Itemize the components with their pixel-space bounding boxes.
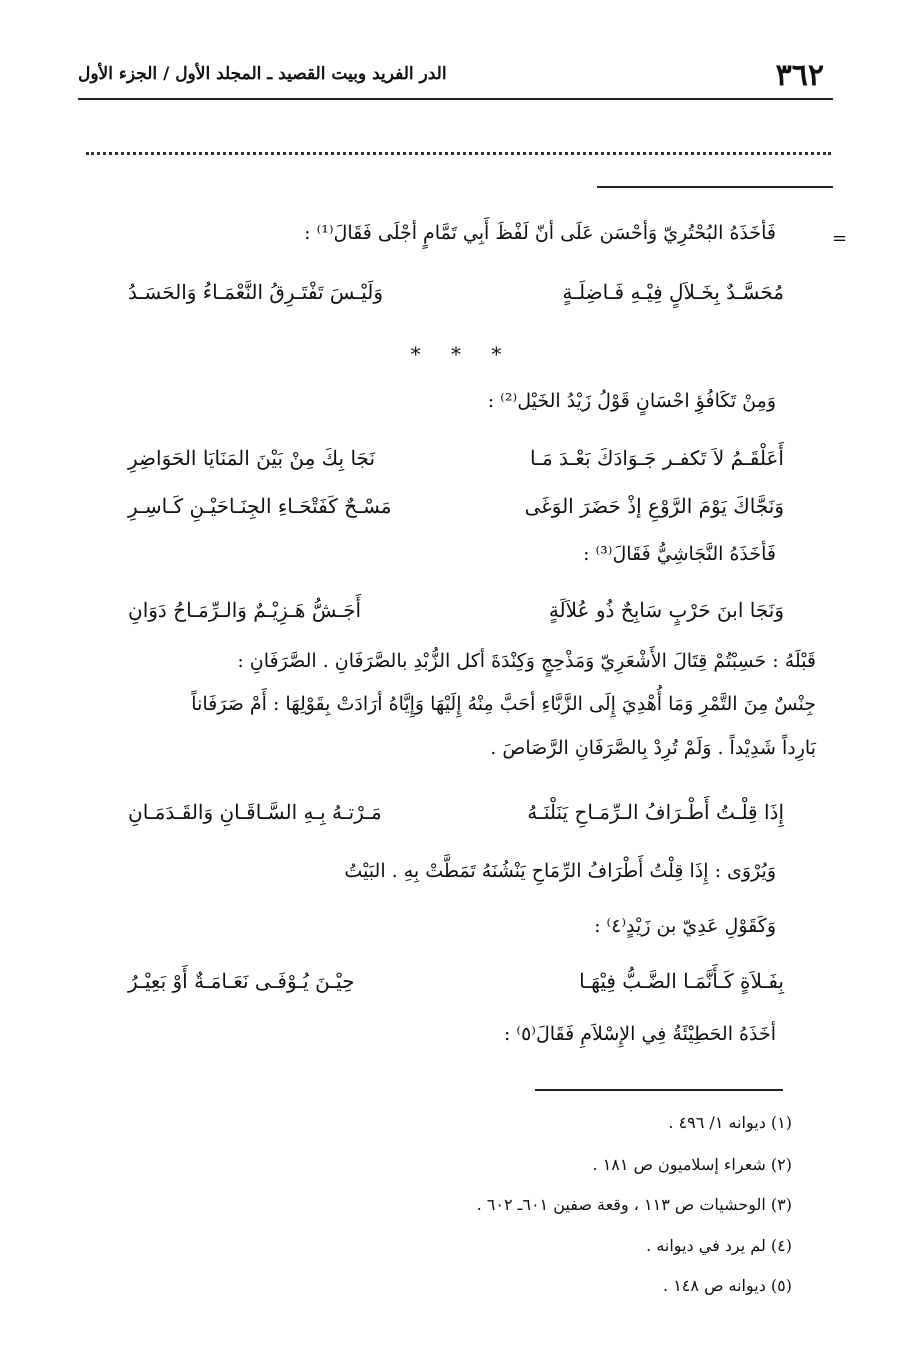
verse-first-hemistich: وَنَجَّاكَ يَوْمَ الرَّوْعِ إذْ حَضَرَ الوَغَى bbox=[524, 494, 784, 518]
footnote: (٤) لم يرد في ديوانه . bbox=[646, 1236, 792, 1255]
section-separator: * * * bbox=[410, 342, 514, 366]
verse-first-hemistich: أَعَلْقَـمُ لاَ تَكفـر جَـوَادَكَ بَعْـدَ مَـا bbox=[530, 446, 784, 470]
footnote: (٢) شعراء إسلاميون ص ١٨١ . bbox=[592, 1155, 792, 1174]
header-rule bbox=[78, 98, 833, 100]
verse-line bbox=[128, 800, 784, 824]
verse-line bbox=[128, 494, 784, 518]
text-line: فَأخَذَهُ النَّجَاشِيُّ فَقَالَ⁽³⁾ : bbox=[583, 543, 776, 565]
prose-line: قَبْلَهُ : حَسِبْتُمْ قِتَالَ الأَشْعَرِيّ وَمَذْحِجٍ وَكِنْدَةَ أكل الزُّبْدِ بالصَّرَفَانِ . الصَّرَفَانِ : bbox=[237, 650, 816, 672]
verse-first-hemistich: مُحَسَّـدٌ بِخَـلاَلٍ فِيْـهِ فَـاضِلَـةٍ bbox=[562, 280, 784, 304]
verse-line bbox=[128, 446, 784, 470]
prose-line: بَارِداً شَدِيْداً . وَلَمْ تُرِدْ بِالصَّرَفَانِ الرَّصَاصَ . bbox=[490, 737, 816, 759]
text-line: وَمِنْ تَكَافُؤِ احْسَانٍ قَوْلُ زَيْدُ الخَيْل⁽²⁾ : bbox=[487, 390, 776, 412]
text-line: وَيُرْوَى : إِذَا قِلْتُ أَطْرَافُ الرِّمَاحِ يَنْشُنَهُ تَمَطَّتْ بِهِ . البَيْتُ bbox=[344, 860, 776, 882]
verse-second-hemistich: وَلَيْـسَ تَفْتَـرِقُ النَّعْمَـاءُ وَالحَسَـدُ bbox=[128, 280, 384, 304]
footnote: (٣) الوحشيات ص ١١٣ ، وقعة صفين ٦٠١ـ ٦٠٢ . bbox=[476, 1195, 792, 1214]
text-line: وَكَقَوْلِ عَدِيّ بن زَيْدٍ⁽٤⁾ : bbox=[594, 915, 776, 937]
dotted-divider bbox=[86, 152, 831, 155]
verse-second-hemistich: نَجَا بِكَ مِنْ بَيْنَ المَنَايَا الحَوَاضِرِ bbox=[128, 446, 376, 470]
text-line: فَأخَذَهُ البُحْتُرِيّ وَأحْسَن عَلَى أنّ لَفْظَ أَبِي تَمَّامٍ أجْلَى فَقَالَ⁽¹⁾ : bbox=[304, 222, 776, 244]
verse-line bbox=[128, 598, 784, 622]
verse-second-hemistich: أَجَـشُّ هَـزِيْـمٌ وَالـرِّمَـاحُ دَوَانِ bbox=[128, 598, 362, 622]
verse-first-hemistich: إِذَا قِلْـتُ أَطْـرَافُ الـرِّمَـاحِ يَنَلْنَـهُ bbox=[527, 800, 784, 824]
continuation-mark: = bbox=[832, 228, 848, 249]
verse-line bbox=[128, 280, 784, 304]
footnote: (١) ديوانه ١/ ٤٩٦ . bbox=[668, 1113, 792, 1132]
verse-second-hemistich: حِيْـنَ يُـوْفَـى نَعَـامَـةٌ أَوْ بَعِيْـرُ bbox=[128, 969, 355, 993]
footnote-rule bbox=[535, 1089, 783, 1091]
verse-second-hemistich: مَسْـحٌ كَفَتْحَـاءِ الجِنَـاحَيْـنِ كَـاسِـرِ bbox=[128, 494, 392, 518]
verse-line bbox=[128, 969, 784, 993]
page-number: ٣٦٢ bbox=[775, 58, 824, 93]
text-line: أخَذَهُ الحَطِيْئَةُ فِي الإِسْلاَمِ فَقَالَ⁽٥⁾ : bbox=[503, 1023, 776, 1045]
verse-second-hemistich: مَـرْتـهُ بِـهِ السَّـاقَـانِ وَالقَـدَمَـانِ bbox=[128, 800, 382, 824]
prose-line: جِنْسٌ مِنَ التَّمْرِ وَمَا أُهْدِيَ إِلَى الزَّبَّاءِ أحَبَّ مِنْهُ إِلَيْهَا وَإِيَّاهُ أرَادَتْ بِقَوْلِهَا : أَمْ صَرَفَاناً bbox=[191, 693, 816, 715]
footnote: (٥) ديوانه ص ١٤٨ . bbox=[663, 1276, 792, 1295]
verse-first-hemistich: وَنَجَا ابنَ حَرْبٍ سَابِحٌ ذُو عُلاَلَةٍ bbox=[548, 598, 784, 622]
section-rule bbox=[597, 186, 833, 188]
running-header-title: الدر الفريد وبيت القصيد ـ المجلد الأول / الجزء الأول bbox=[78, 64, 447, 84]
verse-first-hemistich: بِفَـلاَةٍ كَـأَنَّمَـا الضَّـبُّ فِيْهَـا bbox=[579, 969, 784, 993]
